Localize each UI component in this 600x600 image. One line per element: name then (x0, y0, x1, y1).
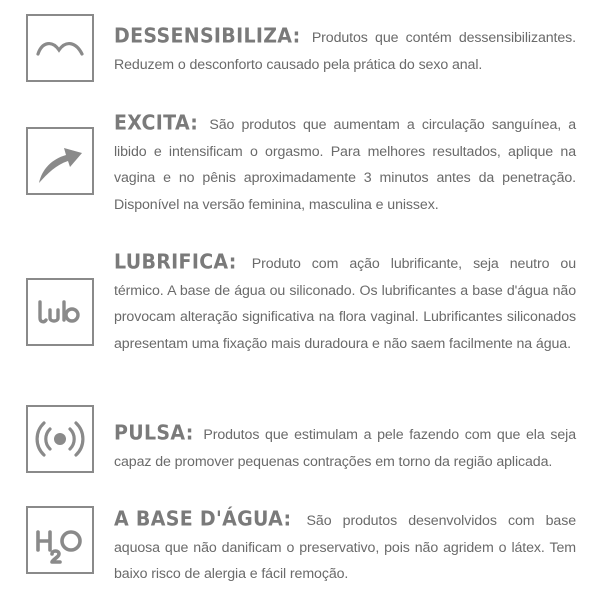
feature-title: A BASE D'ÁGUA: (114, 507, 292, 531)
feature-description: Produto com ação lubrificante, seja neutro ou térmico. A base de água ou siliconado. Os lubrificantes a base d'água não provocam alteração significativa na flora vaginal. Lubrificantes siliconados apresentam uma fixação mais duradoura e não saem facilmente na água. (114, 256, 577, 352)
feature-description: São produtos desenvolvidos com base aquosa que não danificam o preservativo, pois não agridem o látex. Tem baixo risco de alergia e fácil remoção. (114, 513, 577, 583)
h2o-icon (26, 506, 94, 574)
feature-description: Produtos que contém dessensibilizantes. Reduzem o desconforto causado pela prática do sexo anal. (114, 30, 576, 73)
feature-title: EXCITA: (114, 111, 199, 135)
desensitizer-icon (26, 14, 94, 82)
feature-description: Produtos que estimulam a pele fazendo com que ela seja capaz de promover pequenas contrações em torno da região aplicada. (114, 427, 576, 470)
arrow-up-right-icon (26, 127, 94, 195)
lub-icon (26, 278, 94, 346)
feature-title: PULSA: (114, 421, 194, 445)
feature-title: DESSENSIBILIZA: (114, 24, 301, 48)
pulse-icon (26, 405, 94, 473)
feature-description: São produtos que aumentam a circulação sanguínea, a libido e intensificam o orgasmo. Para melhores resultados, aplique na vagina e no pênis aproximadamente 3 minutos antes da penetração. Disponível na versão feminina, masculina e unissex. (114, 117, 577, 213)
feature-title: LUBRIFICA: (114, 250, 237, 274)
